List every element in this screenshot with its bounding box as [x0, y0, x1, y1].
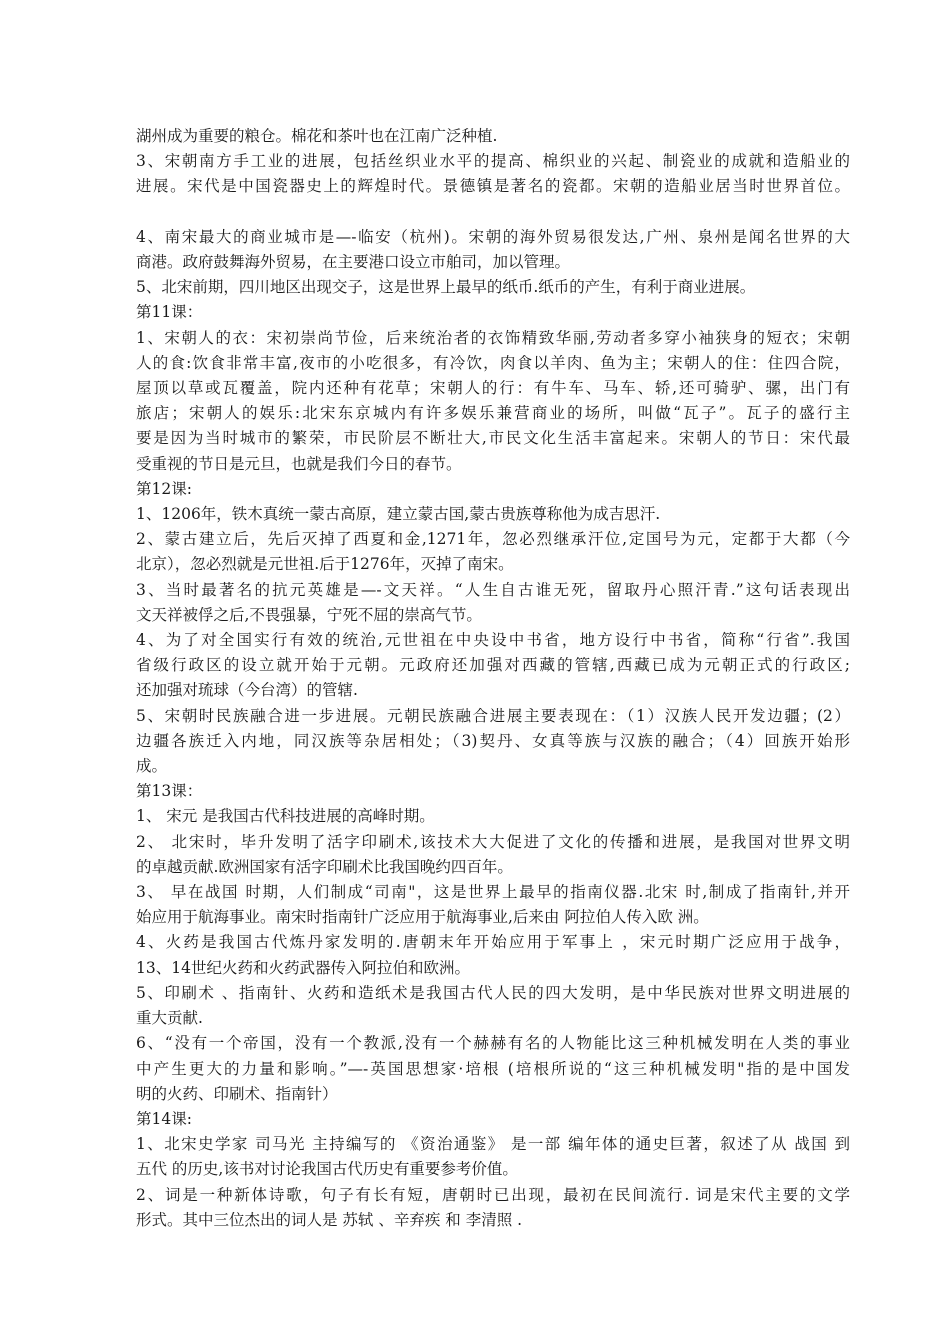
- text-line: 人的食:饮食非常丰富,夜市的小吃很多，有冷饮，肉食以羊肉、鱼为主；宋朝人的住：住四合院，: [136, 353, 850, 372]
- text-line: 屋顶以草或瓦覆盖，院内还种有花草；宋朝人的行：有牛车、马车、轿,还可骑驴、骡，出门有: [136, 379, 850, 398]
- text-line: 商港。政府鼓舞海外贸易，在主要港口设立市舶司，加以管理。: [136, 253, 571, 271]
- blank-line: [136, 200, 850, 225]
- text-line: 1、北宋史学家 司马光 主持编写的 《资治通鉴》 是一部 编年体的通史巨著，叙述了从 战国 到: [136, 1135, 850, 1154]
- text-line: 成。: [136, 757, 168, 776]
- text-line: 形式。其中三位杰出的词人是 苏轼 、辛弃疾 和 李清照 .: [136, 1210, 523, 1229]
- text-line: 湖州成为重要的粮仓。棉花和茶叶也在江南广泛种植.: [136, 127, 498, 145]
- text-line: 文天祥被俘之后,不畏强暴，宁死不屈的崇高气节。: [136, 605, 482, 624]
- text-line: 13、14世纪火药和火药武器传入阿拉伯和欧洲。: [136, 958, 470, 977]
- text-line: 1、1206年，铁木真统一蒙古高原，建立蒙古国,蒙古贵族尊称他为成吉思汗.: [136, 505, 661, 524]
- text-line: 5、宋朝时民族融合进一步进展。元朝民族融合进展主要表现在：（1）汉族人民开发边疆；(2）: [136, 706, 850, 725]
- text-line: 5、北宋前期，四川地区出现交子，这是世界上最早的纸币.纸币的产生，有利于商业进展。: [136, 278, 756, 297]
- text-line: 2、蒙古建立后，先后灭掉了西夏和金,1271年，忽必烈继承汗位,定国号为元，定都于大都（今: [136, 530, 850, 549]
- text-line: 第11课：: [136, 303, 203, 322]
- text-line: 4、南宋最大的商业城市是—-临安（杭州)。宋朝的海外贸易很发达,广州、泉州是闻名世界的大: [136, 227, 850, 246]
- text-line: 的卓越贡献.欧洲国家有活字印刷术比我国晚约四百年。: [136, 857, 513, 876]
- text-line: 进展。宋代是中国瓷器史上的辉煌时代。景德镇是著名的瓷都。宋朝的造船业居当时世界首位。: [136, 177, 850, 196]
- text-line: 3、宋朝南方手工业的进展，包括丝织业水平的提高、棉织业的兴起、制瓷业的成就和造船业的: [136, 152, 850, 171]
- text-line: 1、 宋元 是我国古代科技进展的高峰时期。: [136, 807, 435, 826]
- text-line: 2、 北宋时，毕升发明了活字印刷术,该技术大大促进了文化的传播和进展，是我国对世界文明: [136, 832, 850, 851]
- text-line: 始应用于航海事业。南宋时指南针广泛应用于航海事业,后来由 阿拉伯人传入欧 洲。: [136, 908, 709, 927]
- text-line: 边疆各族迁入内地，同汉族等杂居相处；（3)契丹、女真等族与汉族的融合；（4）回族开始形: [136, 731, 850, 750]
- text-line: 1、宋朝人的衣：宋初崇尚节俭，后来统治者的衣饰精致华丽,劳动者多穿小袖狭身的短衣；宋朝: [136, 328, 850, 347]
- text-line: 2、词是一种新体诗歌，句子有长有短，唐朝时已出现，最初在民间流行. 词是宋代主要的文学: [136, 1185, 850, 1204]
- text-line: 3、 早在战国 时期，人们制成“司南"，这是世界上最早的指南仪器.北宋 时,制成了指南针,并开: [136, 883, 850, 902]
- text-line: 6、“没有一个帝国，没有一个教派,没有一个赫赫有名的人物能比这三种机械发明在人类的事业: [136, 1034, 850, 1053]
- text-line: 五代 的历史,该书对讨论我国古代历史有重要参考价值。: [136, 1160, 518, 1179]
- text-line: 4、为了对全国实行有效的统治,元世祖在中央设中书省，地方设行中书省，简称“行省”.我国: [136, 631, 850, 650]
- text-line: 第13课：: [136, 782, 203, 801]
- text-line: 省级行政区的设立就开始于元朝。元政府还加强对西藏的管辖,西藏已成为元朝正式的行政区;: [136, 656, 850, 675]
- text-line: 第12课:: [136, 479, 192, 498]
- text-line: 明的火药、印刷术、指南针）: [136, 1084, 338, 1103]
- text-line: 4、火药是我国古代炼丹家发明的.唐朝末年开始应用于军事上 ，宋元时期广泛应用于战争，: [136, 933, 850, 952]
- text-line: 3、当时最著名的抗元英雄是—-文天祥。“人生自古谁无死，留取丹心照汗青.”这句话表现出: [136, 580, 850, 599]
- text-line: 重大贡献.: [136, 1009, 203, 1028]
- text-line: 要是因为当时城市的繁荣，市民阶层不断壮大,市民文化生活丰富起来。宋朝人的节日：宋代最: [136, 429, 850, 448]
- text-line: 还加强对琉球（今台湾）的管辖.: [136, 681, 358, 700]
- text-line: 5、印刷术 、指南针、火药和造纸术是我国古代人民的四大发明，是中华民族对世界文明进展的: [136, 983, 850, 1002]
- text-line: 中产生更大的力量和影响。”—-英国思想家·培根 (培根所说的“这三种机械发明"指的是中国发: [136, 1059, 850, 1078]
- text-line: 第14课:: [136, 1109, 192, 1128]
- text-line: 受重视的节日是元旦，也就是我们今日的春节。: [136, 454, 462, 473]
- text-line: 旅店；宋朝人的娱乐:北宋东京城内有许多娱乐兼营商业的场所，叫做“瓦子”。瓦子的盛行主: [136, 404, 850, 423]
- text-line: 北京），忽必烈就是元世祖.后于1276年，灭掉了南宋。: [136, 555, 514, 574]
